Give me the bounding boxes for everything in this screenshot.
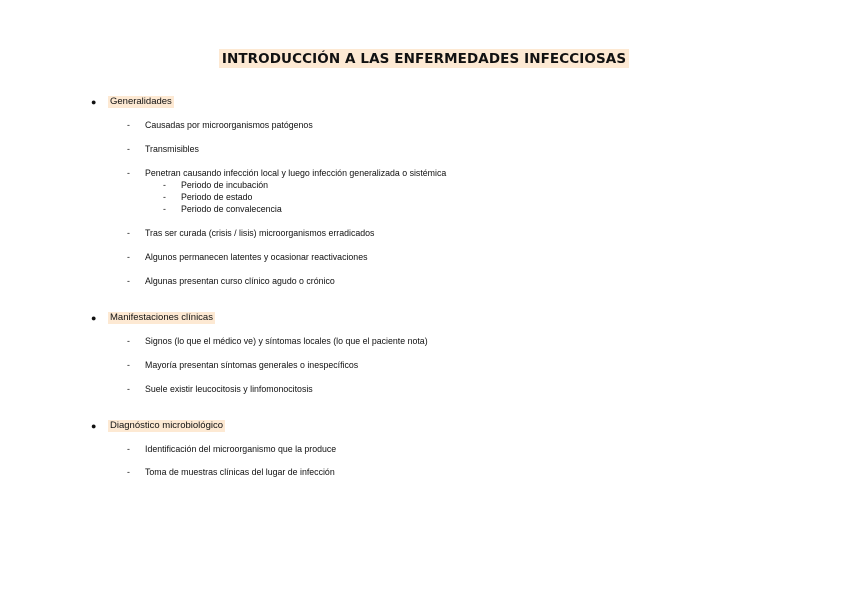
list-item-text: Mayoría presentan síntomas generales o inespecíficos (145, 360, 359, 370)
list-item-text: Tras ser curada (crisis / lisis) microorganismos erradicados (145, 228, 375, 238)
list-item-text: Identificación del microorganismo que la produce (145, 444, 337, 454)
list-item-text: Algunas presentan curso clínico agudo o crónico (145, 276, 335, 286)
bullet-icon: ● (91, 97, 97, 107)
sub-list-item-text: Periodo de estado (181, 192, 253, 202)
dash-icon: - (163, 204, 166, 214)
dash-icon: - (127, 120, 130, 130)
dash-icon: - (127, 276, 130, 286)
dash-icon: - (127, 168, 130, 178)
dash-icon: - (127, 467, 130, 477)
dash-icon: - (127, 360, 130, 370)
bullet-icon: ● (91, 313, 97, 323)
document-title (0, 49, 848, 68)
section-heading-label: Manifestaciones clínicas (110, 312, 213, 323)
dash-icon: - (127, 444, 130, 454)
dash-icon: - (127, 336, 130, 346)
sub-list-item-text: Periodo de incubación (181, 180, 269, 190)
dash-icon: - (163, 180, 166, 190)
list-item-text: Algunos permanecen latentes y ocasionar reactivaciones (145, 252, 368, 262)
dash-icon: - (127, 384, 130, 394)
list-item-text: Toma de muestras clínicas del lugar de infección (145, 467, 335, 477)
list-item-text: Causadas por microorganismos patógenos (145, 120, 313, 130)
list-item-text: Signos (lo que el médico ve) y síntomas locales (lo que el paciente nota) (145, 336, 428, 346)
bullet-icon: ● (91, 421, 97, 431)
dash-icon: - (127, 144, 130, 154)
sub-list-item-text: Periodo de convalecencia (181, 204, 282, 214)
section-heading-label: Diagnóstico microbiológico (110, 420, 223, 431)
section-heading-label: Generalidades (110, 96, 172, 107)
dash-icon: - (163, 192, 166, 202)
list-item-text: Suele existir leucocitosis y linfomonocitosis (145, 384, 313, 394)
title-text: INTRODUCCIÓN A LAS ENFERMEDADES INFECCIOSAS (219, 49, 629, 68)
dash-icon: - (127, 228, 130, 238)
dash-icon: - (127, 252, 130, 262)
list-item-text: Penetran causando infección local y luego infección generalizada o sistémica (145, 168, 447, 178)
list-item-text: Transmisibles (145, 144, 199, 154)
